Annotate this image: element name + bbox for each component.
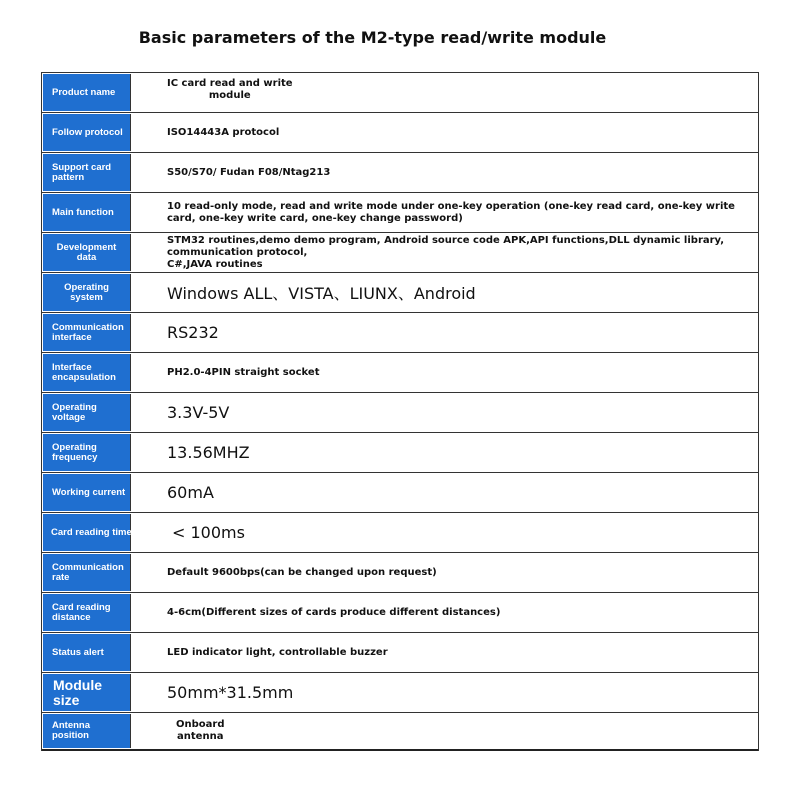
param-label-status-alert: Status alert	[43, 634, 131, 671]
table-row	[42, 113, 758, 153]
page-title: Basic parameters of the M2-type read/write module	[138, 28, 607, 47]
table-row	[42, 513, 758, 553]
param-label-card-reading-time: Card reading time	[43, 514, 131, 551]
param-label-antenna-position: Antenna position	[43, 714, 131, 748]
param-value-operating-frequency: 13.56MHZ	[167, 443, 250, 462]
table-row	[42, 353, 758, 393]
param-label-development-data: Development data	[43, 234, 131, 271]
param-value-support-card-pattern: S50/S70/ Fudan F08/Ntag213	[167, 166, 331, 178]
param-value-communication-interface: RS232	[167, 323, 219, 342]
param-value-communication-rate: Default 9600bps(can be changed upon request)	[167, 566, 437, 578]
param-label-support-card-pattern: Support card pattern	[43, 154, 131, 191]
param-value-card-reading-time: < 100ms	[172, 523, 245, 542]
table-row	[42, 233, 758, 273]
table-row	[42, 473, 758, 513]
param-value-main-function: 10 read-only mode, read and write mode under one-key operation (one-key read card, one-key write card, one-key write card, one-key change password)	[167, 200, 735, 224]
param-value-working-current: 60mA	[167, 483, 214, 502]
param-label-main-function: Main function	[43, 194, 131, 231]
param-label-follow-protocol: Follow protocol	[43, 114, 131, 151]
table-row	[42, 193, 758, 233]
param-value-interface-encapsulation: PH2.0-4PIN straight socket	[167, 366, 320, 378]
table-row	[42, 673, 758, 713]
table-row	[42, 713, 758, 751]
param-value-operating-system: Windows ALL、VISTA、LIUNX、Android	[167, 284, 476, 303]
param-label-operating-voltage: Operating voltage	[43, 394, 131, 431]
param-value-operating-voltage: 3.3V-5V	[167, 403, 230, 422]
param-value-product-name: IC card read and write module	[167, 78, 293, 101]
param-value-module-size: 50mm*31.5mm	[167, 683, 294, 702]
param-label-operating-system: Operating system	[43, 274, 131, 311]
table-row	[42, 273, 758, 313]
table-row	[42, 633, 758, 673]
param-value-follow-protocol: ISO14443A protocol	[167, 126, 280, 138]
table-row	[42, 313, 758, 353]
param-label-interface-encapsulation: Interface encapsulation	[43, 354, 131, 391]
table-row	[42, 393, 758, 433]
param-label-module-size: Module size	[43, 674, 131, 711]
parameters-table	[41, 72, 759, 751]
table-row	[42, 73, 758, 113]
param-label-communication-rate: Communication rate	[43, 554, 131, 591]
param-label-communication-interface: Communication interface	[43, 314, 131, 351]
param-label-working-current: Working current	[43, 474, 131, 511]
param-label-operating-frequency: Operating frequency	[43, 434, 131, 471]
param-value-antenna-position: Onboard antenna	[176, 719, 225, 742]
param-value-card-reading-distance: 4-6cm(Different sizes of cards produce different distances)	[167, 606, 501, 618]
table-row	[42, 593, 758, 633]
param-value-status-alert: LED indicator light, controllable buzzer	[167, 646, 388, 658]
param-label-product-name: Product name	[43, 74, 131, 111]
table-row	[42, 553, 758, 593]
table-row	[42, 433, 758, 473]
param-label-card-reading-distance: Card reading distance	[43, 594, 131, 631]
table-row	[42, 153, 758, 193]
param-value-development-data: STM32 routines,demo demo program, Android source code APK,API functions,DLL dynamic library, communication protocol, C#,JAVA routines	[167, 234, 725, 270]
